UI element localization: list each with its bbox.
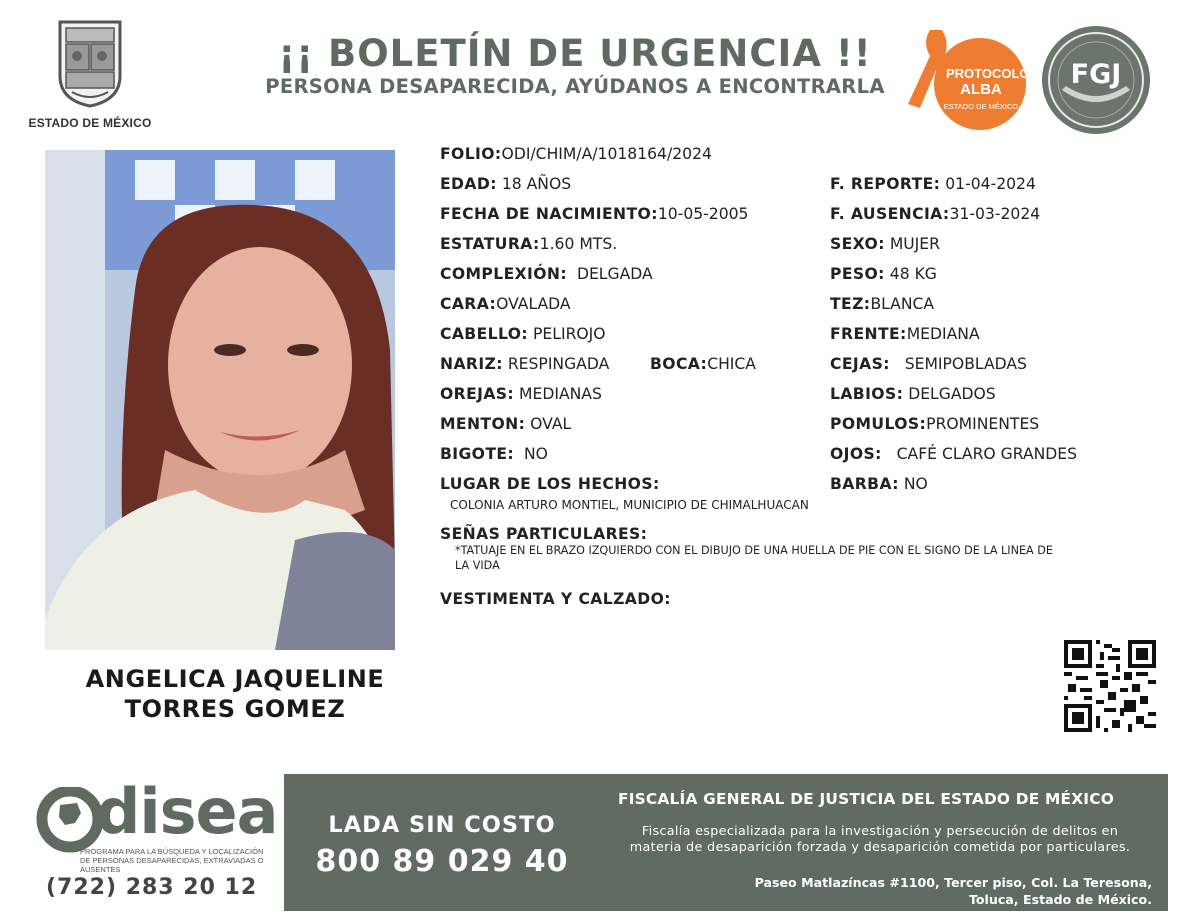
value-boca: CHICA [707,355,756,373]
label-boca: BOCA: [650,355,708,373]
value-pomulos: PROMINENTES [926,415,1040,433]
fgj-address-line1: Paseo Matlazíncas #1100, Tercer piso, Col. La Teresona, [754,875,1152,890]
label-vestimenta: VESTIMENTA Y CALZADO: [440,590,671,608]
label-cara: CARA: [440,295,497,313]
odisea-brand: disea [96,775,278,848]
odisea-desc-line2: DE PERSONAS DESAPARECIDAS, EXTRAVIADAS O [80,856,264,865]
field-bigote [440,445,548,463]
field-f-reporte [830,175,1036,193]
value-ojos: CAFÉ CLARO GRANDES [896,445,1078,463]
label-frente: FRENTE: [830,325,907,343]
label-estatura: ESTATURA: [440,235,540,253]
field-orejas [440,385,602,403]
field-complexion [440,265,653,283]
label-bigote: BIGOTE: [440,445,515,463]
field-boca [650,355,756,373]
field-ojos [830,445,1077,463]
value-folio: ODI/CHIM/A/1018164/2024 [501,145,712,163]
fgj-address [610,874,1152,908]
qr-code[interactable] [1064,640,1156,732]
field-fecha-nacimiento [440,205,748,223]
label-tez: TEZ: [830,295,871,313]
value-orejas: MEDIANAS [519,385,602,403]
label-pomulos: POMULOS: [830,415,927,433]
value-cabello: PELIROJO [533,325,606,343]
field-estatura [440,235,617,253]
label-cabello: CABELLO: [440,325,529,343]
label-lugar: LUGAR DE LOS HECHOS: [440,475,660,493]
odisea-logo [30,775,280,913]
field-frente [830,325,980,343]
fgj-desc-line2: materia de desaparición forzada y desaparición cometida por particulares. [629,840,1131,855]
label-f-ausencia: F. AUSENCIA: [830,205,950,223]
value-f-ausencia: 31-03-2024 [949,205,1041,223]
lada-panel [284,774,600,911]
label-folio: FOLIO: [440,145,502,163]
value-menton: OVAL [530,415,572,433]
value-estatura: 1.60 MTS. [539,235,618,253]
value-peso: 48 KG [889,265,937,283]
value-senas-line1: *TATUAJE EN EL BRAZO IZQUIERDO CON EL DIBUJO DE UNA HUELLA DE PIE CON EL SIGNO DE LA LINEA DE [455,544,1053,557]
alba-text-3: ESTADO DE MÉXICO [943,102,1019,111]
value-lugar: COLONIA ARTURO MONTIEL, MUNICIPIO DE CHIMALHUACAN [450,498,809,512]
field-pomulos [830,415,1039,433]
field-peso [830,265,937,283]
person-name [40,664,430,724]
field-barba [830,475,928,493]
fgj-desc-line1: Fiscalía especializada para la investigación y persecución de delitos en [641,824,1119,839]
label-cejas: CEJAS: [830,355,890,373]
coat-of-arms-icon [50,16,130,108]
lada-label: LADA SIN COSTO [328,812,556,838]
value-tez: BLANCA [870,295,935,313]
label-sexo: SEXO: [830,235,885,253]
state-caption: ESTADO DE MÉXICO [28,116,152,130]
field-f-ausencia [830,205,1040,223]
field-lugar-label [440,475,660,493]
alba-text-1: PROTOCOLO [946,66,1030,81]
odisea-description [80,847,264,874]
label-senas: SEÑAS PARTICULARES: [440,525,648,543]
label-barba: BARBA: [830,475,899,493]
odisea-desc-line1: PROGRAMA PARA LA BÚSQUEDA Y LOCALIZACIÓN [80,847,264,856]
field-menton [440,415,571,433]
bulletin-title: ¡¡ BOLETÍN DE URGENCIA !! [278,32,872,75]
field-labios [830,385,996,403]
odisea-phone[interactable]: (722) 283 20 12 [46,875,258,900]
value-labios: DELGADOS [908,385,996,403]
qr-code-icon [1064,640,1156,732]
value-barba: NO [903,475,928,493]
field-folio [440,145,712,163]
label-complexion: COMPLEXIÓN: [440,265,568,283]
label-ojos: OJOS: [830,445,882,463]
missing-person-photo [45,150,395,650]
field-sexo [830,235,940,253]
label-fecha-nacimiento: FECHA DE NACIMIENTO: [440,205,658,223]
value-edad: 18 AÑOS [501,175,572,193]
field-vestimenta-label [440,590,671,608]
value-nariz: RESPINGADA [507,355,610,373]
field-senas-label [440,525,647,543]
field-cabello [440,325,606,343]
fgj-panel [600,774,1168,911]
bulletin-subtitle: PERSONA DESAPARECIDA, AYÚDANOS A ENCONTRARLA [265,75,885,98]
field-nariz [440,355,609,373]
lada-number[interactable]: 800 89 029 40 [315,844,569,879]
person-name-line1: ANGELICA JAQUELINE [85,665,385,693]
label-menton: MENTON: [440,415,526,433]
fgj-description [610,824,1150,856]
alba-text-2: ALBA [960,81,1002,98]
field-cejas [830,355,1027,373]
label-peso: PESO: [830,265,885,283]
estado-de-mexico-logo [28,16,152,128]
field-cara [440,295,571,313]
value-bigote: NO [524,445,548,463]
field-edad [440,175,571,193]
label-labios: LABIOS: [830,385,904,403]
fgj-address-line2: Toluca, Estado de México. [968,892,1152,907]
label-nariz: NARIZ: [440,355,503,373]
value-senas-line2: LA VIDA [455,559,500,572]
fgj-seal-text: FGJ [1070,59,1122,90]
value-cara: OVALADA [496,295,571,313]
value-fecha-nacimiento: 10-05-2005 [657,205,749,223]
label-orejas: OREJAS: [440,385,515,403]
label-f-reporte: F. REPORTE: [830,175,941,193]
person-name-line2: TORRES GOMEZ [124,695,346,723]
fgj-seal-logo [1040,24,1152,136]
protocolo-alba-logo [900,22,1030,134]
fgj-title: FISCALÍA GENERAL DE JUSTICIA DEL ESTADO DE MÉXICO [618,790,1115,808]
odisea-desc-line3: AUSENTES [80,865,121,874]
value-f-reporte: 01-04-2024 [945,175,1036,193]
value-sexo: MUJER [889,235,940,253]
value-frente: MEDIANA [906,325,980,343]
value-cejas: SEMIPOBLADAS [904,355,1027,373]
value-complexion: DELGADA [576,265,653,283]
field-tez [830,295,934,313]
label-edad: EDAD: [440,175,497,193]
